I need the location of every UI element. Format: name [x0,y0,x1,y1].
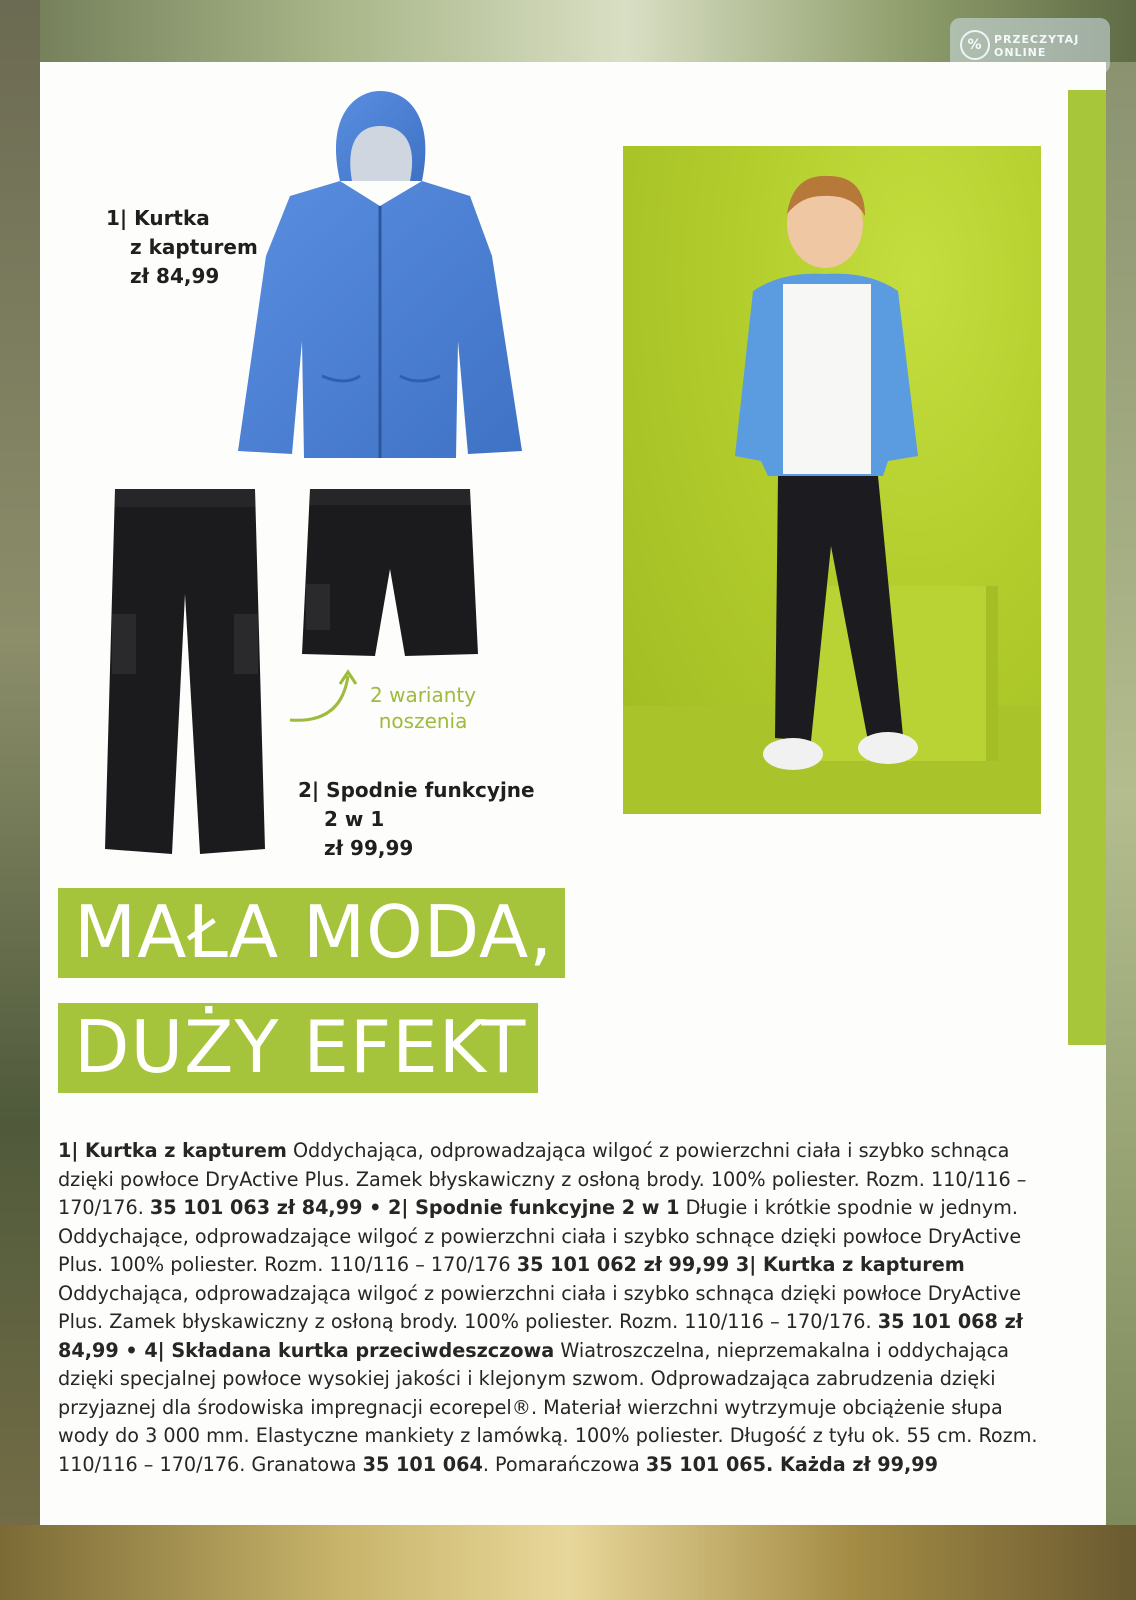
item-1-price: zł 84,99 [130,264,220,288]
hooded-jacket-image [230,86,530,466]
background-right [1106,62,1136,1525]
percent-icon: % [960,30,990,60]
wearing-variants-note [370,682,476,734]
headline-line-1: MAŁA MODA, [58,888,565,978]
curved-arrow-icon [286,668,366,728]
desc-item-2-text: Długie i krótkie spodnie w jednym. Oddychające, odprowadzające wilgoć z powierzchni ciała i szybko schnące dzięki powłoce DryActive Plus. 100% poliester. Rozm. 110/116 – 170/176 [58,1196,1022,1276]
item-2-name-2: 2 w 1 [324,807,385,831]
desc-item-4-text: Wiatroszczelna, nieprzemakalna i oddychająca dzięki specjalnej powłoce wysokiej jakości i klejonym szwom. Odprowadzająca zabrudzenia dzięki przyjaznej dla środowiska impregnacji ecorepel®. Materiał wierzchni wytrzymuje obciążenie słupa wody do 3 000 mm. Elastyczne mankiety z lamówką. 100% poliester. Długość z tyłu ok. 55 cm. Rozm. 110/116 – 170/176. Granatowa [58,1338,1038,1476]
desc-code-navy: 35 101 064 [362,1452,483,1476]
desc-item-1-code-item-2-title: 35 101 063 zł 84,99 • 2| Spodnie funkcyjne 2 w 1 [149,1196,680,1219]
long-pants-image [100,484,270,859]
badge-line-2: ONLINE [994,46,1047,59]
note-line-1: 2 warianty [370,683,477,707]
product-description [58,1137,1058,1479]
item-1-label [106,204,258,291]
desc-orange-label: . Pomarańczowa [482,1452,646,1476]
next-page-strip [1068,90,1106,1045]
boy-figure [683,166,983,786]
desc-item-1-title: 1| Kurtka z kapturem [58,1139,287,1162]
item-1-name: 1| Kurtka [106,206,210,230]
desc-item-3-code-item-4-title: 35 101 068 zł 84,99 • 4| Składana kurtka przeciwdeszczowa [58,1310,1023,1362]
desc-code-orange-price: 35 101 065. Każda zł 99,99 [645,1452,938,1476]
note-line-2: noszenia [378,709,468,733]
headline-line-2: DUŻY EFEKT [58,1003,538,1093]
desc-item-1-text: Oddychająca, odprowadzająca wilgoć z powierzchni ciała i szybko schnąca dzięki powłoce DryActive Plus. Zamek błyskawiczny z osłoną brody. 100% poliester. Rozm. 110/116 – 170/176. [58,1139,1027,1219]
model-photo [623,146,1041,814]
desc-item-3-text: Oddychająca, odprowadzająca wilgoć z powierzchni ciała i szybko schnąca dzięki powłoce DryActive Plus. Zamek błyskawiczny z osłoną brody. 100% poliester. Rozm. 110/116 – 170/176. [58,1281,1022,1333]
item-2-name: 2| Spodnie funkcyjne [298,778,535,802]
item-2-price: zł 99,99 [324,836,414,860]
background-left [0,0,40,1600]
badge-line-1: PRZECZYTAJ [994,33,1080,46]
item-2-label [298,776,535,863]
background-bottom [0,1525,1136,1600]
desc-item-2-code-item-3-title: 35 101 062 zł 99,99 3| Kurtka z kapturem [516,1253,965,1276]
item-1-name-2: z kapturem [130,235,258,259]
shorts-image [300,484,480,664]
